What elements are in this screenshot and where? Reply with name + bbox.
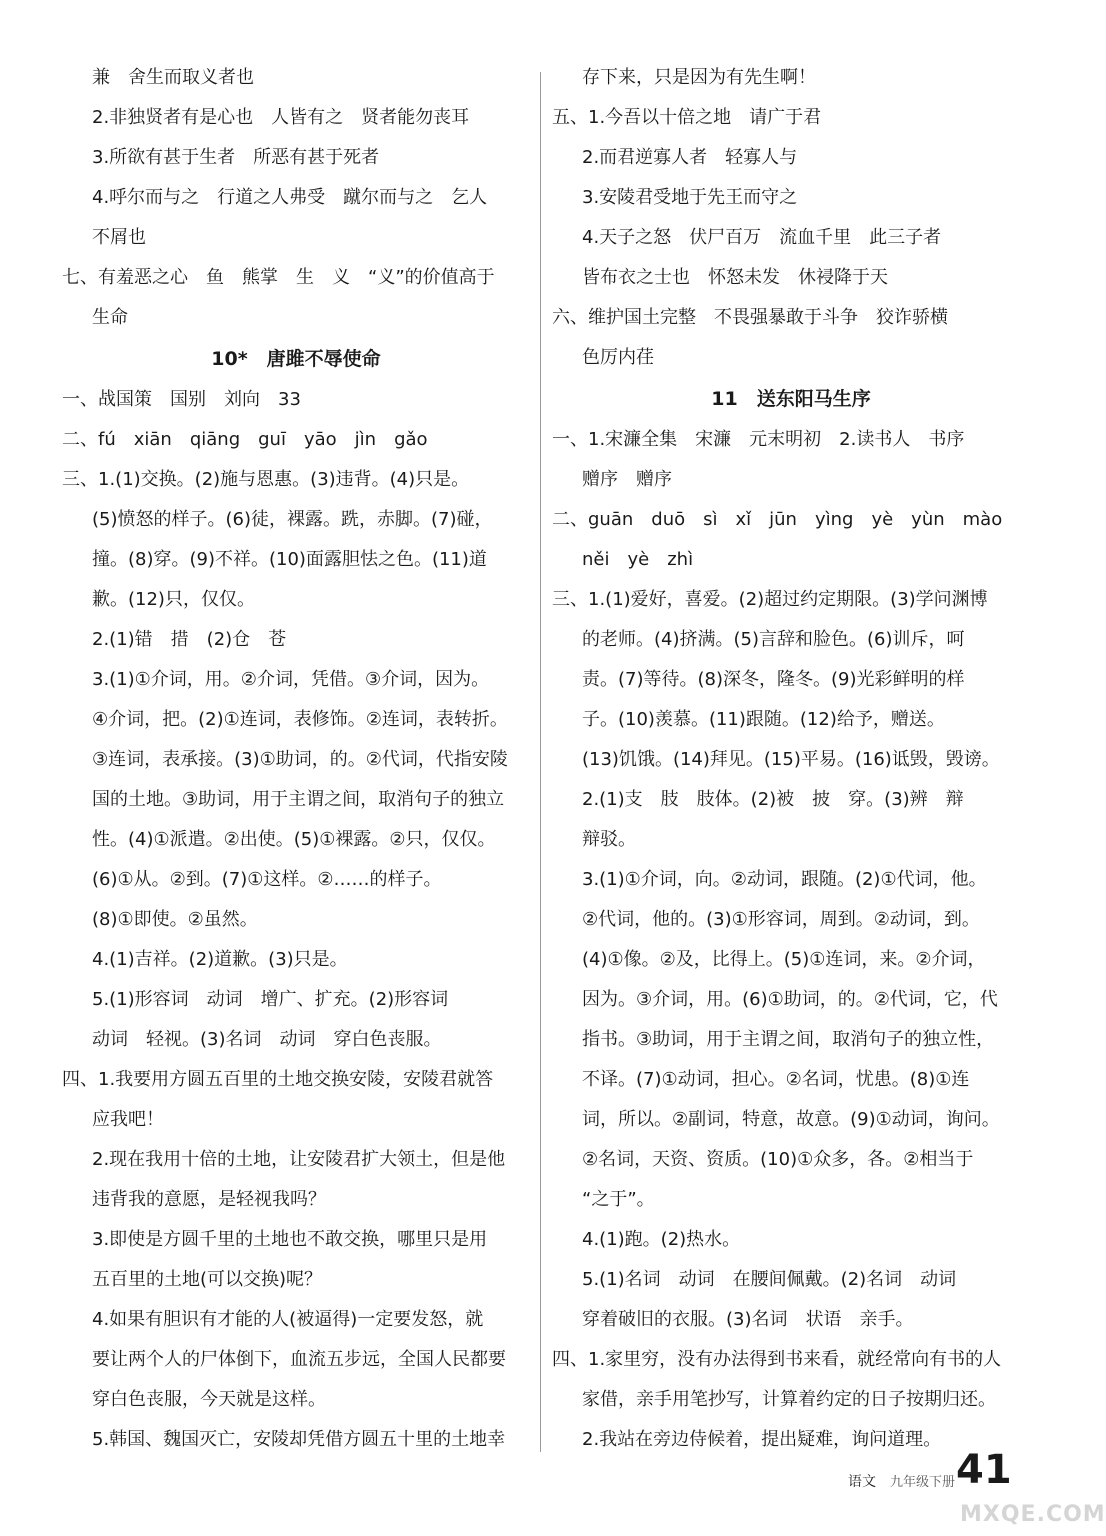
- text-line: 生命: [92, 307, 128, 328]
- text-line: 兼 舍生而取义者也: [92, 67, 254, 88]
- text-line: 性。(4)①派遣。②出使。(5)①裸露。②只，仅仅。: [92, 829, 496, 850]
- text-line: 责。(7)等待。(8)深冬，隆冬。(9)光彩鲜明的样: [582, 669, 965, 690]
- text-line: 4.天子之怒 伏尸百万 流血千里 此三子者: [582, 227, 942, 248]
- page-number: 41: [956, 1447, 1012, 1493]
- text-line: 色厉内荏: [582, 347, 654, 368]
- text-line: ②名词，天资、资质。(10)①众多，各。②相当于: [582, 1149, 974, 1170]
- text-line: 赠序 赠序: [582, 469, 672, 490]
- text-line: 2.而君逆寡人者 轻寡人与: [582, 147, 798, 168]
- text-line: 应我吧！: [92, 1109, 164, 1130]
- footer-grade: 九年级下册: [890, 1475, 956, 1490]
- text-line: (13)饥饿。(14)拜见。(15)平易。(16)诋毁，毁谤。: [582, 749, 1000, 770]
- text-line: 3.安陵君受地于先王而守之: [582, 187, 798, 208]
- text-line: 五百里的土地(可以交换)呢？: [92, 1269, 323, 1290]
- text-line: 2.现在我用十倍的土地，让安陵君扩大领土，但是他: [92, 1149, 506, 1170]
- text-line: 皆布衣之士也 怀怒未发 休祲降于天: [582, 267, 888, 288]
- watermark-text: MXQE.COM: [960, 1502, 1106, 1527]
- text-line: 4.如果有胆识有才能的人(被逼得)一定要发怒，就: [92, 1309, 484, 1330]
- text-line: 六、维护国土完整 不畏强暴敢于斗争 狡诈骄横: [552, 307, 948, 328]
- text-line: 子。(10)羡慕。(11)跟随。(12)给予，赠送。: [582, 709, 945, 730]
- text-line: 2.我站在旁边侍候着，提出疑难，询问道理。: [582, 1429, 942, 1450]
- footer-subject: 语文: [848, 1474, 876, 1490]
- text-line: 3.(1)①介词，用。②介词，凭借。③介词，因为。: [92, 669, 490, 690]
- text-line: 不译。(7)①动词，担心。②名词，忧患。(8)①连: [582, 1069, 970, 1090]
- right-column: [552, 58, 1030, 1460]
- text-line: 三、1.(1)交换。(2)施与恩惠。(3)违背。(4)只是。: [62, 469, 470, 490]
- text-line: (8)①即使。②虽然。: [92, 909, 258, 930]
- text-line: ②代词，他的。(3)①形容词，周到。②动词，到。: [582, 909, 980, 930]
- text-line: 的老师。(4)挤满。(5)言辞和脸色。(6)训斥，呵: [582, 629, 965, 650]
- text-line: 2.(1)支 肢 肢体。(2)被 披 穿。(3)辨 辩: [582, 789, 964, 810]
- text-line: 三、1.(1)爱好，喜爱。(2)超过约定期限。(3)学问渊博: [552, 589, 988, 610]
- text-line: 四、1.家里穷，没有办法得到书来看，就经常向有书的人: [552, 1349, 1002, 1370]
- text-line: 不屑也: [92, 227, 146, 248]
- text-line: 3.所欲有甚于生者 所恶有甚于死者: [92, 147, 380, 168]
- text-line: 穿白色丧服，今天就是这样。: [92, 1389, 326, 1410]
- text-line: 要让两个人的尸体倒下，血流五步远，全国人民都要: [92, 1349, 506, 1370]
- text-line: 撞。(8)穿。(9)不祥。(10)面露胆怯之色。(11)道: [92, 549, 487, 570]
- text-line: 4.(1)吉祥。(2)道歉。(3)只是。: [92, 949, 348, 970]
- text-line: ④介词，把。(2)①连词，表修饰。②连词，表转折。: [92, 709, 508, 730]
- text-line: 2.非独贤者有是心也 人皆有之 贤者能勿丧耳: [92, 107, 470, 128]
- text-line: 5.(1)形容词 动词 增广、扩充。(2)形容词: [92, 989, 449, 1010]
- text-line: 国的土地。③助词，用于主谓之间，取消句子的独立: [92, 789, 505, 810]
- section-heading: 10* 唐雎不辱使命: [211, 348, 381, 370]
- text-line: (5)愤怒的样子。(6)徒，裸露。跣，赤脚。(7)碰，: [92, 509, 493, 530]
- text-line: 歉。(12)只，仅仅。: [92, 589, 255, 610]
- text-line: “之于”。: [582, 1189, 655, 1210]
- text-line: ③连词，表承接。(3)①助词，的。②代词，代指安陵: [92, 749, 508, 770]
- text-line: 二、fú xiān qiāng guī yāo jìn gǎo: [62, 429, 428, 450]
- text-line: 5.韩国、魏国灭亡，安陵却凭借方圆五十里的土地幸: [92, 1429, 506, 1450]
- text-line: něi yè zhì: [582, 549, 694, 570]
- section-heading: 11 送东阳马生序: [711, 388, 871, 410]
- column-divider: [540, 72, 541, 1452]
- text-line: 2.(1)错 措 (2)仓 苍: [92, 629, 287, 650]
- text-line: 五、1.今吾以十倍之地 请广于君: [552, 107, 822, 128]
- text-line: 5.(1)名词 动词 在腰间佩戴。(2)名词 动词: [582, 1269, 957, 1290]
- text-line: 词，所以。②副词，特意，故意。(9)①动词，询问。: [582, 1109, 1000, 1130]
- text-line: (6)①从。②到。(7)①这样。②……的样子。: [92, 869, 442, 890]
- text-line: 家借，亲手用笔抄写，计算着约定的日子按期归还。: [582, 1389, 996, 1410]
- text-line: 4.(1)跑。(2)热水。: [582, 1229, 741, 1250]
- text-line: 一、战国策 国别 刘向 33: [62, 389, 301, 410]
- text-line: 动词 轻视。(3)名词 动词 穿白色丧服。: [92, 1029, 442, 1050]
- text-line: 穿着破旧的衣服。(3)名词 状语 亲手。: [582, 1309, 914, 1330]
- text-line: 指书。③助词，用于主谓之间，取消句子的独立性，: [582, 1029, 995, 1050]
- text-line: 3.(1)①介词，向。②动词，跟随。(2)①代词，他。: [582, 869, 987, 890]
- watermark-logo: [960, 1450, 1106, 1530]
- text-line: 3.即使是方圆千里的土地也不敢交换，哪里只是用: [92, 1229, 488, 1250]
- text-line: 七、有羞恶之心 鱼 熊掌 生 义 “义”的价值高于: [62, 267, 495, 288]
- text-line: (4)①像。②及，比得上。(5)①连词，来。②介词，: [582, 949, 986, 970]
- text-line: 存下来，只是因为有先生啊！: [582, 67, 816, 88]
- text-line: 辩驳。: [582, 829, 636, 850]
- text-line: 违背我的意愿，是轻视我吗？: [92, 1189, 326, 1210]
- left-column: [62, 58, 530, 1460]
- text-line: 四、1.我要用方圆五百里的土地交换安陵，安陵君就答: [62, 1069, 494, 1090]
- text-line: 因为。③介词，用。(6)①助词，的。②代词，它，代: [582, 989, 998, 1010]
- text-line: 4.呼尔而与之 行道之人弗受 蹴尔而与之 乞人: [92, 187, 488, 208]
- text-line: 二、guān duō sì xǐ jūn yìng yè yùn mào: [552, 509, 1003, 530]
- text-line: 一、1.宋濂全集 宋濂 元末明初 2.读书人 书序: [552, 429, 965, 450]
